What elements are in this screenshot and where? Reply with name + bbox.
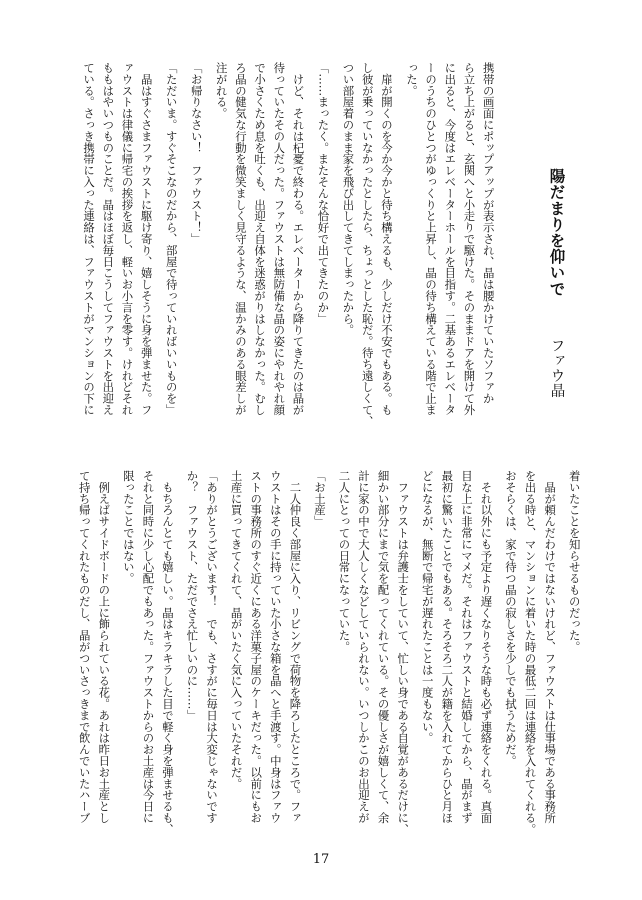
text-column: 二人にとっての日常になっていた。 [337, 470, 352, 653]
text-column: もちろんとても嬉しい。晶はキラキラした目で軽く身を弾ませるも、 [161, 470, 175, 835]
text-column: に出ると、今度はエレベーターホールを目指す。二基あるエレベータ [443, 62, 458, 416]
text-column: 着いたことを知らせるものだった。 [567, 470, 582, 653]
text-column: 晶が頼んだわけではないけれど、ファウストは仕事場である事務所 [543, 470, 558, 824]
text-column: 携帯の画面にポップアップが表示され、晶は腰かけていたソファか [481, 62, 496, 404]
text-column: 目な上に非常にマメだ。それはファウストと結婚してから、晶がまず [459, 470, 474, 824]
text-column: 「……まったく。またそんな恰好で出てきたのか」 [316, 62, 331, 325]
text-column: それと同時に少し心配でもあった。ファウストからのお土産は今日に [141, 470, 156, 824]
text-column: つい部屋着のまま家を飛び出してきてしまったから。 [341, 62, 356, 336]
text-column: った。 [404, 62, 419, 97]
text-column: 限ったことではない。 [121, 470, 136, 584]
text-column: ァウストは律儀に帰宅の挨拶を返し、軽いお小言を零す。けれどそれ [120, 62, 135, 416]
text-column: 計に家の中で大人しくなどしていられない。いつしかこのお出迎えが [357, 470, 371, 824]
text-column: けど、それは杞憂で終わる。エレベーターから降りてきたのは晶が [291, 62, 306, 416]
text-column: 細かい部分にまで気を配ってくれている。その優しさが嬉しくて、余 [376, 470, 391, 824]
page-number: 17 [312, 852, 330, 867]
text-column: それ以外にも予定より遅くなりそうな時も必ず連絡をくれる。真面 [479, 470, 494, 824]
author-name: ファウ晶 [548, 338, 565, 398]
text-column: ろ晶の健気な行動を微笑ましく見守るような、温かみのある眼差しが [233, 62, 248, 416]
text-column: て持ち帰ってくれたものだし、晶がついさっきまで飲んでいたハーブ [77, 470, 92, 824]
text-column: 注がれる。 [214, 62, 229, 119]
text-column: ている。さっき携帯に入った連絡は、ファウストがマンションの下に [82, 62, 97, 416]
text-column: ももはやいつものことだ。晶はほぼ毎日こうしてファウストを出迎え [101, 62, 116, 416]
text-column: ーのうちのひとつがゆっくりと上昇し、晶の待ち構えている階で止ま [424, 62, 439, 416]
text-column: 「ただいま。すぐそこなのだから、部屋で待っていればいいものを」 [164, 62, 179, 416]
text-column: し彼が乗っていなかったとしたら、ちょっとした恥だ。待ち遠しくて、 [360, 62, 375, 427]
story-title: 陽だまりを仰いで [547, 168, 566, 297]
text-column: おそらくは、家で待つ晶の寂しさを少しでも拭うためだ。 [504, 470, 518, 767]
text-column: 土産に買ってきてくれて、晶がいたく気に入っていたそれだ。 [229, 470, 244, 790]
text-column: 「ありがとうございます！ でも、さすがに毎日は大変じゃないです [205, 470, 220, 824]
text-column: 晶はすぐさまファウストに駆け寄り、嬉しそうに身を弾ませた。フ [139, 62, 154, 416]
text-column: 最初に驚いたことでもある。そろそろ二人が籍を入れてからひと月ほ [440, 470, 455, 824]
text-column: 二人仲良く部屋に入り、リビングで荷物を降ろしたところで。ファ [288, 470, 303, 824]
text-column: ファウストは弁護士をしていて、忙しい身である自覚があるだけに、 [396, 470, 411, 835]
text-column: どになるが、無断で帰宅が遅れたことは一度もない。 [420, 470, 435, 744]
text-column: 扉が開くのを今か今かと待ち構えるも、少しだけ不安でもある。も [379, 62, 394, 416]
text-column: 待っていたその人だった。ファウストは無防備な晶の姿にやれやれ顔 [272, 62, 287, 416]
text-column: を出る時と、マンションに着いた時の最低二回は連絡を入れてくれる。 [523, 470, 538, 835]
text-column: か？ ファウスト、ただでさえ忙しいのに……」 [185, 470, 200, 721]
text-column: 「お土産」 [312, 470, 327, 527]
text-column: で小さくため息を吐くも、出迎え自体を迷惑がりはしなかった。むし [253, 62, 268, 416]
text-column: 例えばサイドボードの上に飾られている花。あれは昨日お土産とし [97, 470, 112, 824]
text-column: ストの事務所のすぐ近くにある洋菓子屋のケーキだった。以前にもお [249, 470, 264, 824]
text-column: ら立ち上がると、玄関へと小走りで駆けた。そのままドアを開けて外 [462, 62, 477, 416]
text-column: ウストはその手に持っていた小さな箱を晶へと手渡す。中身はファウ [268, 470, 283, 824]
text-column: 「お帰りなさい！ ファウスト！」 [189, 62, 204, 245]
